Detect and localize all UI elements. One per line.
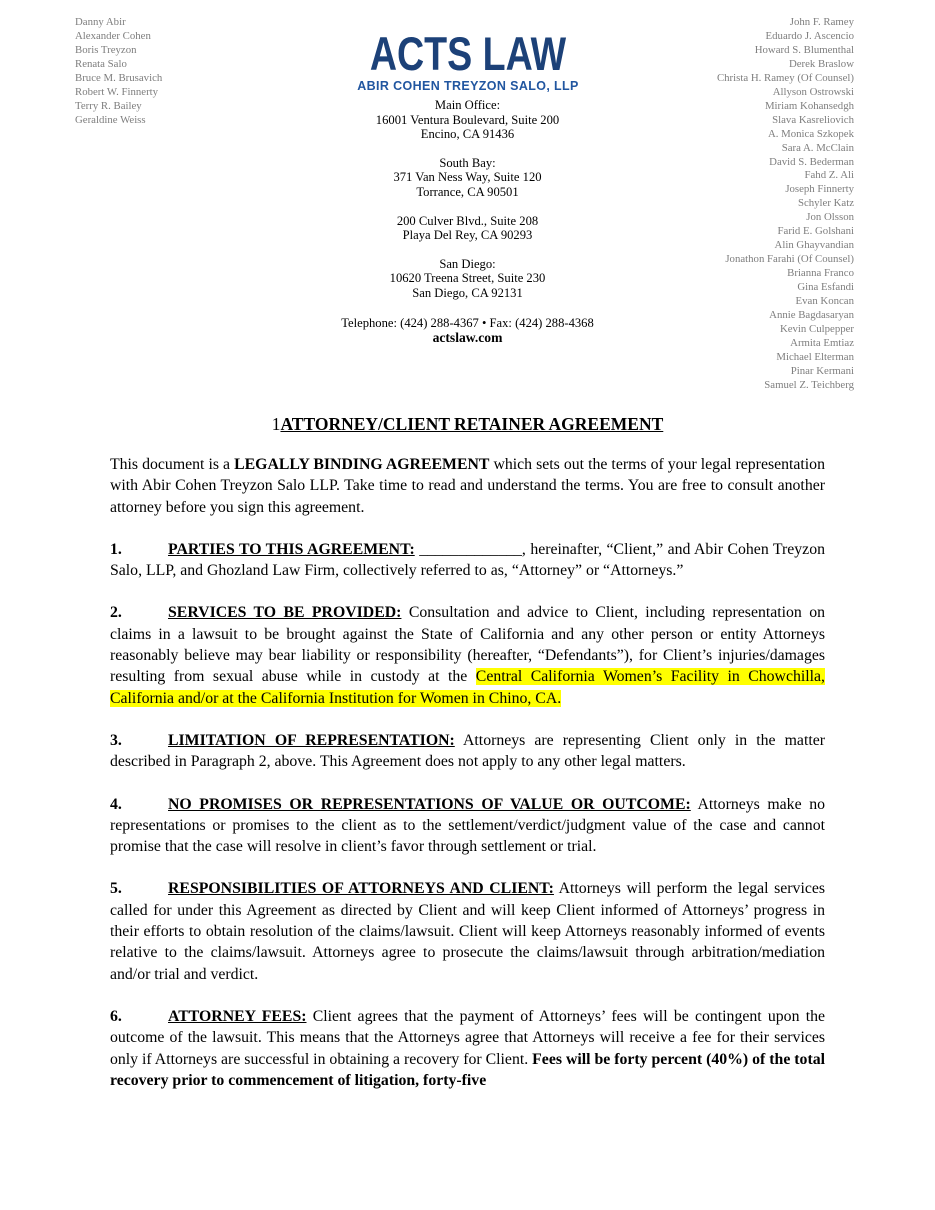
- attorney-name: Miriam Kohansedgh: [764, 99, 854, 112]
- document-title: [110, 413, 825, 435]
- office-sandiego: [238, 257, 698, 301]
- attorney-name: Eduardo J. Ascencio: [765, 29, 854, 42]
- attorney-name: Christa H. Ramey (Of Counsel): [716, 71, 854, 84]
- office-southbay-address: 371 Van Ness Way, Suite 120: [393, 170, 542, 185]
- section-body: Attorneys will perform the legal services called for under this Agreement as directed by Client and will keep Client informed of Attorneys’ progress in their efforts to obtain resolution of the claims/lawsuit. Client will keep Attorneys reasonably informed of events relative to the claims/lawsuit. Attorneys agree to prosecute the claims/lawsuit through arbitration/mediation and/or trial and verdict.: [110, 880, 825, 983]
- attorney-name: A. Monica Szkopek: [767, 127, 854, 140]
- letterhead-center: [238, 27, 698, 346]
- attorney-name: Pinar Kermani: [790, 364, 854, 377]
- office-sandiego-label: San Diego:: [439, 256, 496, 271]
- attorney-name: Sara A. McClain: [781, 141, 854, 154]
- agreement-body: [110, 413, 825, 1112]
- office-playa-city: Playa Del Rey, CA 90293: [402, 228, 533, 243]
- attorney-name: Slava Kasreliovich: [772, 113, 854, 126]
- section-number: 6.: [110, 1007, 122, 1025]
- attorney-name: Jon Olsson: [806, 211, 854, 224]
- attorney-name: Renata Salo: [75, 57, 127, 70]
- section-number: 4.: [110, 795, 122, 813]
- attorney-name: Terry R. Bailey: [75, 99, 142, 112]
- attorney-name: Fahd Z. Ali: [804, 169, 854, 182]
- intro-bold: LEGALLY BINDING AGREEMENT: [234, 456, 490, 473]
- section-heading: NO PROMISES OR REPRESENTATIONS OF VALUE OR OUTCOME:: [168, 795, 691, 813]
- attorney-name: Joseph Finnerty: [785, 183, 854, 196]
- office-southbay-label: South Bay:: [439, 155, 496, 170]
- section-body: Attorneys make no representations or promises to the client as to the settlement/verdict/judgment value of the case and cannot promise that the case will resolve in client’s favor through settlement or trial.: [110, 795, 825, 856]
- section-body: Attorneys are representing Client only in the matter described in Paragraph 2, above. This Agreement does not apply to any other legal matters.: [110, 731, 825, 771]
- section-body: , hereinafter, “Client,” and Abir Cohen Treyzon Salo, LLP, and Ghozland Law Firm, collectively referred to as, “Attorney” or “Attorneys.”: [110, 540, 825, 580]
- attorney-list-right: [717, 16, 854, 393]
- attorney-name: Schyler Katz: [797, 197, 854, 210]
- section-number: 1.: [110, 540, 122, 558]
- attorney-name: Allyson Ostrowski: [772, 85, 854, 98]
- section-number: 3.: [110, 731, 122, 749]
- office-sandiego-city: San Diego, CA 92131: [412, 285, 523, 300]
- office-southbay: [238, 156, 698, 200]
- attorney-name: Jonathon Farahi (Of Counsel): [725, 253, 854, 266]
- office-main-city: Encino, CA 91436: [420, 127, 515, 142]
- attorney-name: Alexander Cohen: [75, 29, 151, 42]
- attorney-name: Gina Esfandi: [797, 281, 854, 294]
- section-5-responsibilities: [110, 878, 825, 984]
- intro-post: which sets out the terms of your legal representation with Abir Cohen Treyzon Salo LLP. Take time to read and understand the terms. You are free to consult another attorney before you sign this agreement.: [110, 456, 825, 516]
- attorney-name: Bruce M. Brusavich: [75, 71, 163, 84]
- section-heading: LIMITATION OF REPRESENTATION:: [168, 731, 455, 749]
- attorney-name: Geraldine Weiss: [75, 113, 146, 126]
- section-number: 2.: [110, 604, 122, 622]
- firm-logo: ACTS LAW: [369, 27, 566, 80]
- firm-logo-subtitle: ABIR COHEN TREYZON SALO, LLP: [356, 78, 579, 94]
- title-text: ATTORNEY/CLIENT RETAINER AGREEMENT: [280, 414, 664, 434]
- attorney-name: Kevin Culpepper: [779, 322, 854, 335]
- attorney-name: Annie Bagdasaryan: [769, 309, 854, 322]
- attorney-name: Alin Ghayvandian: [774, 239, 854, 252]
- intro-pre: This document is a: [110, 456, 235, 473]
- section-body-bold: Fees will be forty percent (40%) of the total recovery prior to commencement of litigation, forty-five: [110, 1050, 825, 1089]
- office-main-address: 16001 Ventura Boulevard, Suite 200: [375, 112, 560, 127]
- section-heading: SERVICES TO BE PROVIDED:: [168, 604, 402, 622]
- client-name-blank: _____________: [414, 540, 522, 558]
- office-sandiego-address: 10620 Treena Street, Suite 230: [389, 271, 546, 286]
- attorney-name: Danny Abir: [75, 16, 126, 28]
- attorney-name: Boris Treyzon: [75, 43, 137, 56]
- attorney-name: Farid E. Golshani: [777, 225, 854, 238]
- office-southbay-city: Torrance, CA 90501: [416, 185, 519, 200]
- section-heading: ATTORNEY FEES:: [168, 1007, 307, 1025]
- section-heading: PARTIES TO THIS AGREEMENT:: [168, 540, 415, 558]
- phone-fax-line: Telephone: (424) 288-4367 • Fax: (424) 288-4368: [341, 315, 594, 330]
- attorney-name: Derek Braslow: [788, 57, 854, 70]
- intro-paragraph: [110, 454, 825, 518]
- attorney-name: Robert W. Finnerty: [75, 85, 159, 98]
- section-2-services: [110, 602, 825, 708]
- attorney-name: Howard S. Blumenthal: [754, 43, 854, 56]
- section-number: 5.: [110, 880, 122, 898]
- section-body: Consultation and advice to Client, including representation on claims in a lawsuit to be brought against the State of California and any other person or entity Attorneys reasonably believe may bear liability or responsibility (hereafter, “Defendants”), for Client’s injuries/damages resulting from sexual abuse while in custody at the: [110, 604, 826, 686]
- office-playa: [238, 214, 698, 243]
- attorney-name: Evan Koncan: [795, 295, 854, 308]
- section-4-no-promises: [110, 794, 825, 858]
- office-main: [238, 98, 698, 142]
- attorney-name: John F. Ramey: [789, 16, 854, 28]
- attorney-name: David S. Bederman: [769, 155, 854, 168]
- section-1-parties: [110, 539, 825, 582]
- section-3-limitation: [110, 730, 825, 773]
- office-main-label: Main Office:: [434, 98, 501, 113]
- attorney-name: Michael Elterman: [776, 350, 854, 363]
- attorney-name: Brianna Franco: [787, 267, 854, 280]
- section-body: Client agrees that the payment of Attorneys’ fees will be contingent upon the outcome of the lawsuit. This means that the Attorneys agree that Attorneys will receive a fee for their services only if Attorneys are successful in obtaining a recovery for Client.: [110, 1007, 825, 1068]
- section-heading: RESPONSIBILITIES OF ATTORNEYS AND CLIENT:: [168, 880, 554, 898]
- attorney-list-left: [75, 16, 162, 128]
- attorney-name: Samuel Z. Teichberg: [764, 378, 854, 391]
- attorney-name: Armita Emtiaz: [790, 336, 854, 349]
- highlighted-text: Central California Women’s Facility in Chowchilla, California and/or at the California Institution for Women in Chino, CA.: [110, 668, 825, 707]
- title-prefix: 1: [271, 414, 281, 434]
- website-text: actslaw.com: [432, 330, 503, 346]
- office-playa-address: 200 Culver Blvd., Suite 208: [396, 213, 539, 228]
- section-6-attorney-fees: [110, 1006, 825, 1091]
